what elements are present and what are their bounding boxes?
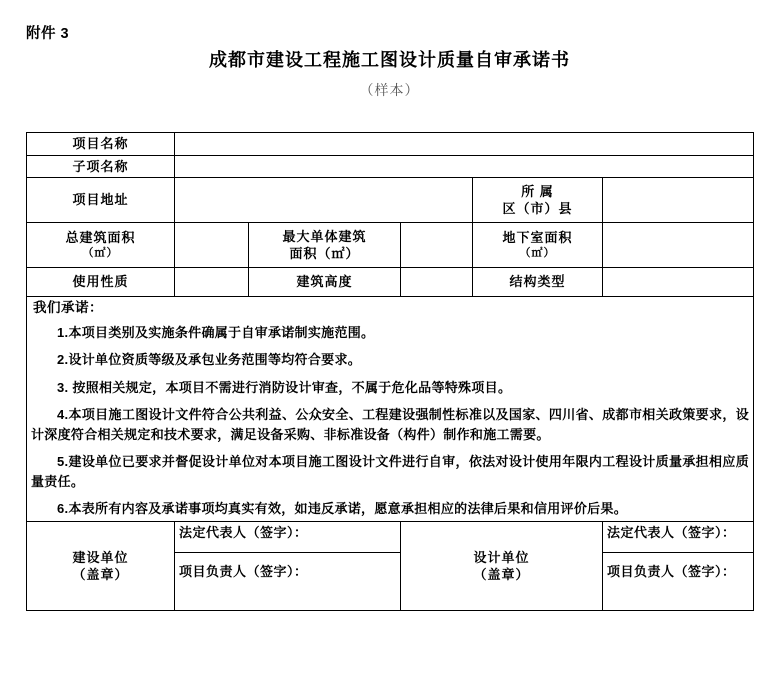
legal-rep-right-field[interactable]: 法定代表人（签字）： xyxy=(603,522,754,553)
table-row xyxy=(27,155,754,178)
total-area-value[interactable] xyxy=(175,223,249,268)
form-table xyxy=(26,132,754,611)
total-area-label xyxy=(27,223,175,268)
project-name-label: 项目名称 xyxy=(27,133,175,156)
commitment-form xyxy=(26,132,753,611)
usage-label: 使用性质 xyxy=(27,268,175,297)
max-single-area-label-line1: 最大单体建筑 xyxy=(282,228,367,244)
structure-type-label: 结构类型 xyxy=(473,268,603,297)
district-label-line1: 所 属 xyxy=(521,183,554,199)
project-address-value[interactable] xyxy=(175,178,473,223)
table-row xyxy=(27,178,754,223)
project-name-value[interactable] xyxy=(175,133,754,156)
underground-area-label xyxy=(473,223,603,268)
promise-item-5: 5.建设单位已要求并督促设计单位对本项目施工图设计文件进行自审，依法对设计使用年限内工程设计质量承担相应质量责任。 xyxy=(31,454,750,490)
building-height-value[interactable] xyxy=(401,268,473,297)
district-value[interactable] xyxy=(603,178,754,223)
attachment-label: 附件 3 xyxy=(26,26,70,42)
legal-rep-left-field[interactable]: 法定代表人（签字）： xyxy=(175,522,401,553)
table-row xyxy=(27,223,754,268)
table-row xyxy=(27,133,754,156)
design-unit-line2: （盖章） xyxy=(473,567,530,583)
max-single-area-label xyxy=(249,223,401,268)
total-area-label-text: 总建筑面积 xyxy=(65,229,136,245)
underground-area-label-text: 地下室面积 xyxy=(502,229,573,245)
max-single-area-value[interactable] xyxy=(401,223,473,268)
promise-item-2: 2.设计单位资质等级及承包业务范围等均符合要求。 xyxy=(57,352,362,368)
design-unit-label xyxy=(401,522,603,611)
district-label xyxy=(473,178,603,223)
sub-project-name-value[interactable] xyxy=(175,155,754,178)
project-address-label: 项目地址 xyxy=(27,178,175,223)
table-row xyxy=(27,268,754,297)
max-single-area-label-line2: 面积（㎡） xyxy=(289,246,360,262)
promise-intro: 我们承诺： xyxy=(33,300,103,316)
sub-project-name-label: 子项名称 xyxy=(27,155,175,178)
construction-unit-line2: （盖章） xyxy=(72,567,129,583)
structure-type-value[interactable] xyxy=(603,268,754,297)
promise-item-1: 1.本项目类别及实施条件确属于自审承诺制实施范围。 xyxy=(57,325,375,341)
total-area-unit: （㎡） xyxy=(82,247,119,260)
promise-body xyxy=(27,297,754,522)
project-leader-left-field[interactable]: 项目负责人（签字）： xyxy=(175,552,401,610)
district-label-line2: 区（市）县 xyxy=(502,201,573,217)
underground-area-value[interactable] xyxy=(603,223,754,268)
design-unit-line1: 设计单位 xyxy=(473,549,530,565)
construction-unit-line1: 建设单位 xyxy=(72,549,129,565)
promise-item-6: 6.本表所有内容及承诺事项均真实有效，如违反承诺，愿意承担相应的法律后果和信用评价后果。 xyxy=(57,501,628,517)
promise-item-4: 4.本项目施工图设计文件符合公共利益、公众安全、工程建设强制性标准以及国家、四川省、成都市相关政策要求，设计深度符合相关规定和技术要求，满足设备采购、非标准设备（构件）制作和施工需要。 xyxy=(31,406,750,442)
page-subtitle: （样本） xyxy=(359,82,420,98)
page-title: 成都市建设工程施工图设计质量自审承诺书 xyxy=(209,50,570,70)
construction-unit-label xyxy=(27,522,175,611)
underground-area-unit: （㎡） xyxy=(519,247,556,260)
building-height-label: 建筑高度 xyxy=(249,268,401,297)
promise-item-3: 3. 按照相关规定，本项目不需进行消防设计审查，不属于危化品等特殊项目。 xyxy=(57,379,512,395)
project-leader-right-field[interactable]: 项目负责人（签字）： xyxy=(603,552,754,610)
table-row xyxy=(27,297,754,522)
usage-value[interactable] xyxy=(175,268,249,297)
table-row xyxy=(27,522,754,553)
